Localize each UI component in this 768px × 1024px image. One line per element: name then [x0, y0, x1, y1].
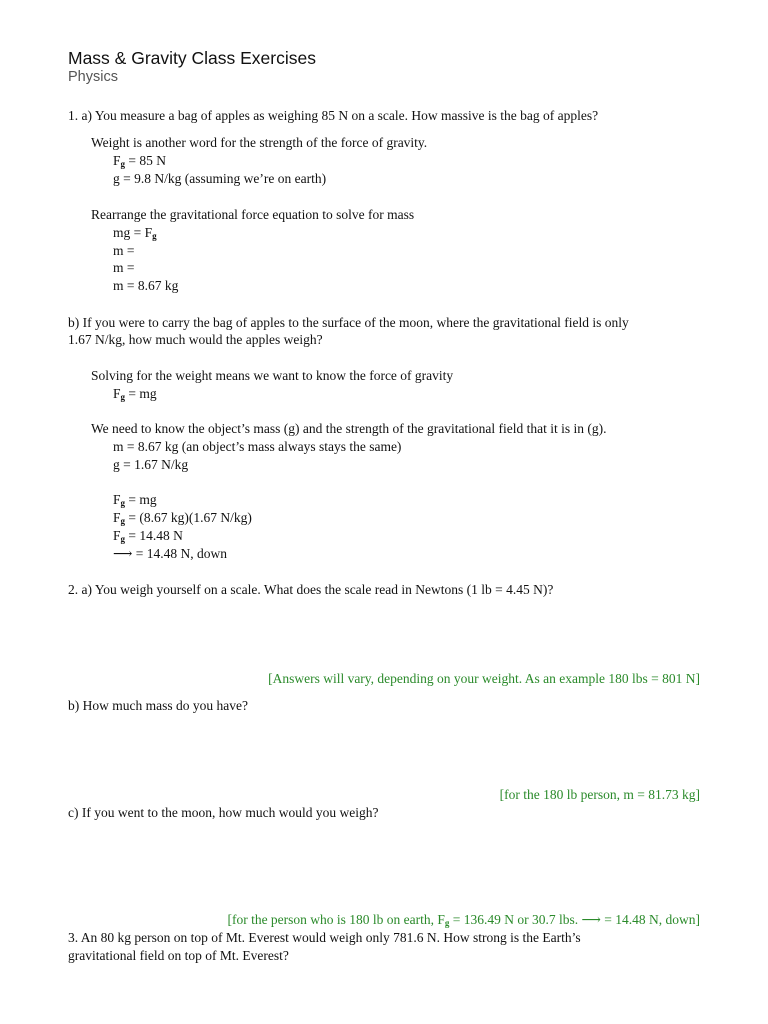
mg-eq-subscript: g — [152, 231, 157, 241]
q1-fg-given — [113, 153, 166, 172]
q1-solving-intro: Solving for the weight means we want to know the force of gravity — [91, 368, 454, 383]
q1-m-same: m = 8.67 kg (an object’s mass always stays the same) — [113, 439, 402, 454]
fg-subscript: g — [120, 498, 126, 508]
q3-prompt-line2: gravitational field on top of Mt. Everest? — [68, 948, 289, 963]
q1-g-moon: g = 1.67 N/kg — [113, 457, 189, 472]
q3-prompt-line1: 3. An 80 kg person on top of Mt. Everest would weigh only 781.6 N. How strong is the Earth’s — [68, 930, 581, 945]
fg-subscript: g — [120, 516, 126, 526]
fg-value: = 85 N — [125, 153, 167, 168]
q1-need-to-know: We need to know the object’s mass (g) and the strength of the gravitational field that it is in (g). — [91, 421, 607, 436]
q1a-prompt: 1. a) You measure a bag of apples as weighing 85 N on a scale. How massive is the bag of apples? — [68, 108, 599, 123]
q1b-prompt-line2: 1.67 N/kg, how much would the apples weigh? — [68, 332, 323, 347]
q1-fg-result — [113, 528, 183, 547]
q2c-answer — [227, 912, 700, 931]
fg-symbol: F — [113, 492, 121, 507]
q1-mg-eq — [113, 225, 157, 244]
mg-eq-prefix: mg = F — [113, 225, 153, 240]
fg-symbol: F — [113, 153, 121, 168]
fg-subscript: g — [120, 534, 126, 544]
q2b-answer: [for the 180 lb person, m = 81.73 kg] — [499, 787, 700, 802]
q2c-answer-subscript: g — [444, 918, 450, 928]
q1-m-eq-1: m = — [113, 243, 135, 258]
q2c-prompt: c) If you went to the moon, how much would you weigh? — [68, 805, 379, 820]
q1-vector-result: ⟶ = 14.48 N, down — [113, 546, 227, 561]
fg-symbol: F — [113, 528, 121, 543]
q1-fg-mg-2 — [113, 492, 157, 511]
page-title: Mass & Gravity Class Exercises — [68, 48, 316, 68]
fg-subscript: g — [120, 159, 126, 169]
fg-mg-text: = mg — [125, 386, 157, 401]
page-subtitle: Physics — [68, 69, 118, 85]
q2c-answer-suffix: = 136.49 N or 30.7 lbs. ⟶ = 14.48 N, down] — [449, 912, 700, 927]
q1-rearrange: Rearrange the gravitational force equation to solve for mass — [91, 207, 415, 222]
fg-mg-text: = mg — [125, 492, 157, 507]
fg-symbol: F — [113, 386, 121, 401]
q1-fg-calc — [113, 510, 252, 529]
q2a-answer: [Answers will vary, depending on your weight. As an example 180 lbs = 801 N] — [268, 671, 700, 686]
q1-m-eq-2: m = — [113, 260, 135, 275]
q2a-prompt: 2. a) You weigh yourself on a scale. What does the scale read in Newtons (1 lb = 4.45 N)? — [68, 582, 554, 597]
fg-result-text: = 14.48 N — [125, 528, 183, 543]
q1-weight-intro: Weight is another word for the strength of the force of gravity. — [91, 135, 428, 150]
fg-subscript: g — [120, 392, 126, 402]
q1-m-result: m = 8.67 kg — [113, 278, 179, 293]
fg-symbol: F — [113, 510, 121, 525]
q2c-answer-prefix: [for the person who is 180 lb on earth, F — [227, 912, 445, 927]
fg-calc-text: = (8.67 kg)(1.67 N/kg) — [125, 510, 252, 525]
q1-g-given: g = 9.8 N/kg (assuming we’re on earth) — [113, 171, 327, 186]
q1b-prompt-line1: b) If you were to carry the bag of apples to the surface of the moon, where the gravitational field is only — [68, 315, 629, 330]
q2b-prompt: b) How much mass do you have? — [68, 698, 248, 713]
q1-fg-mg-1 — [113, 386, 157, 405]
